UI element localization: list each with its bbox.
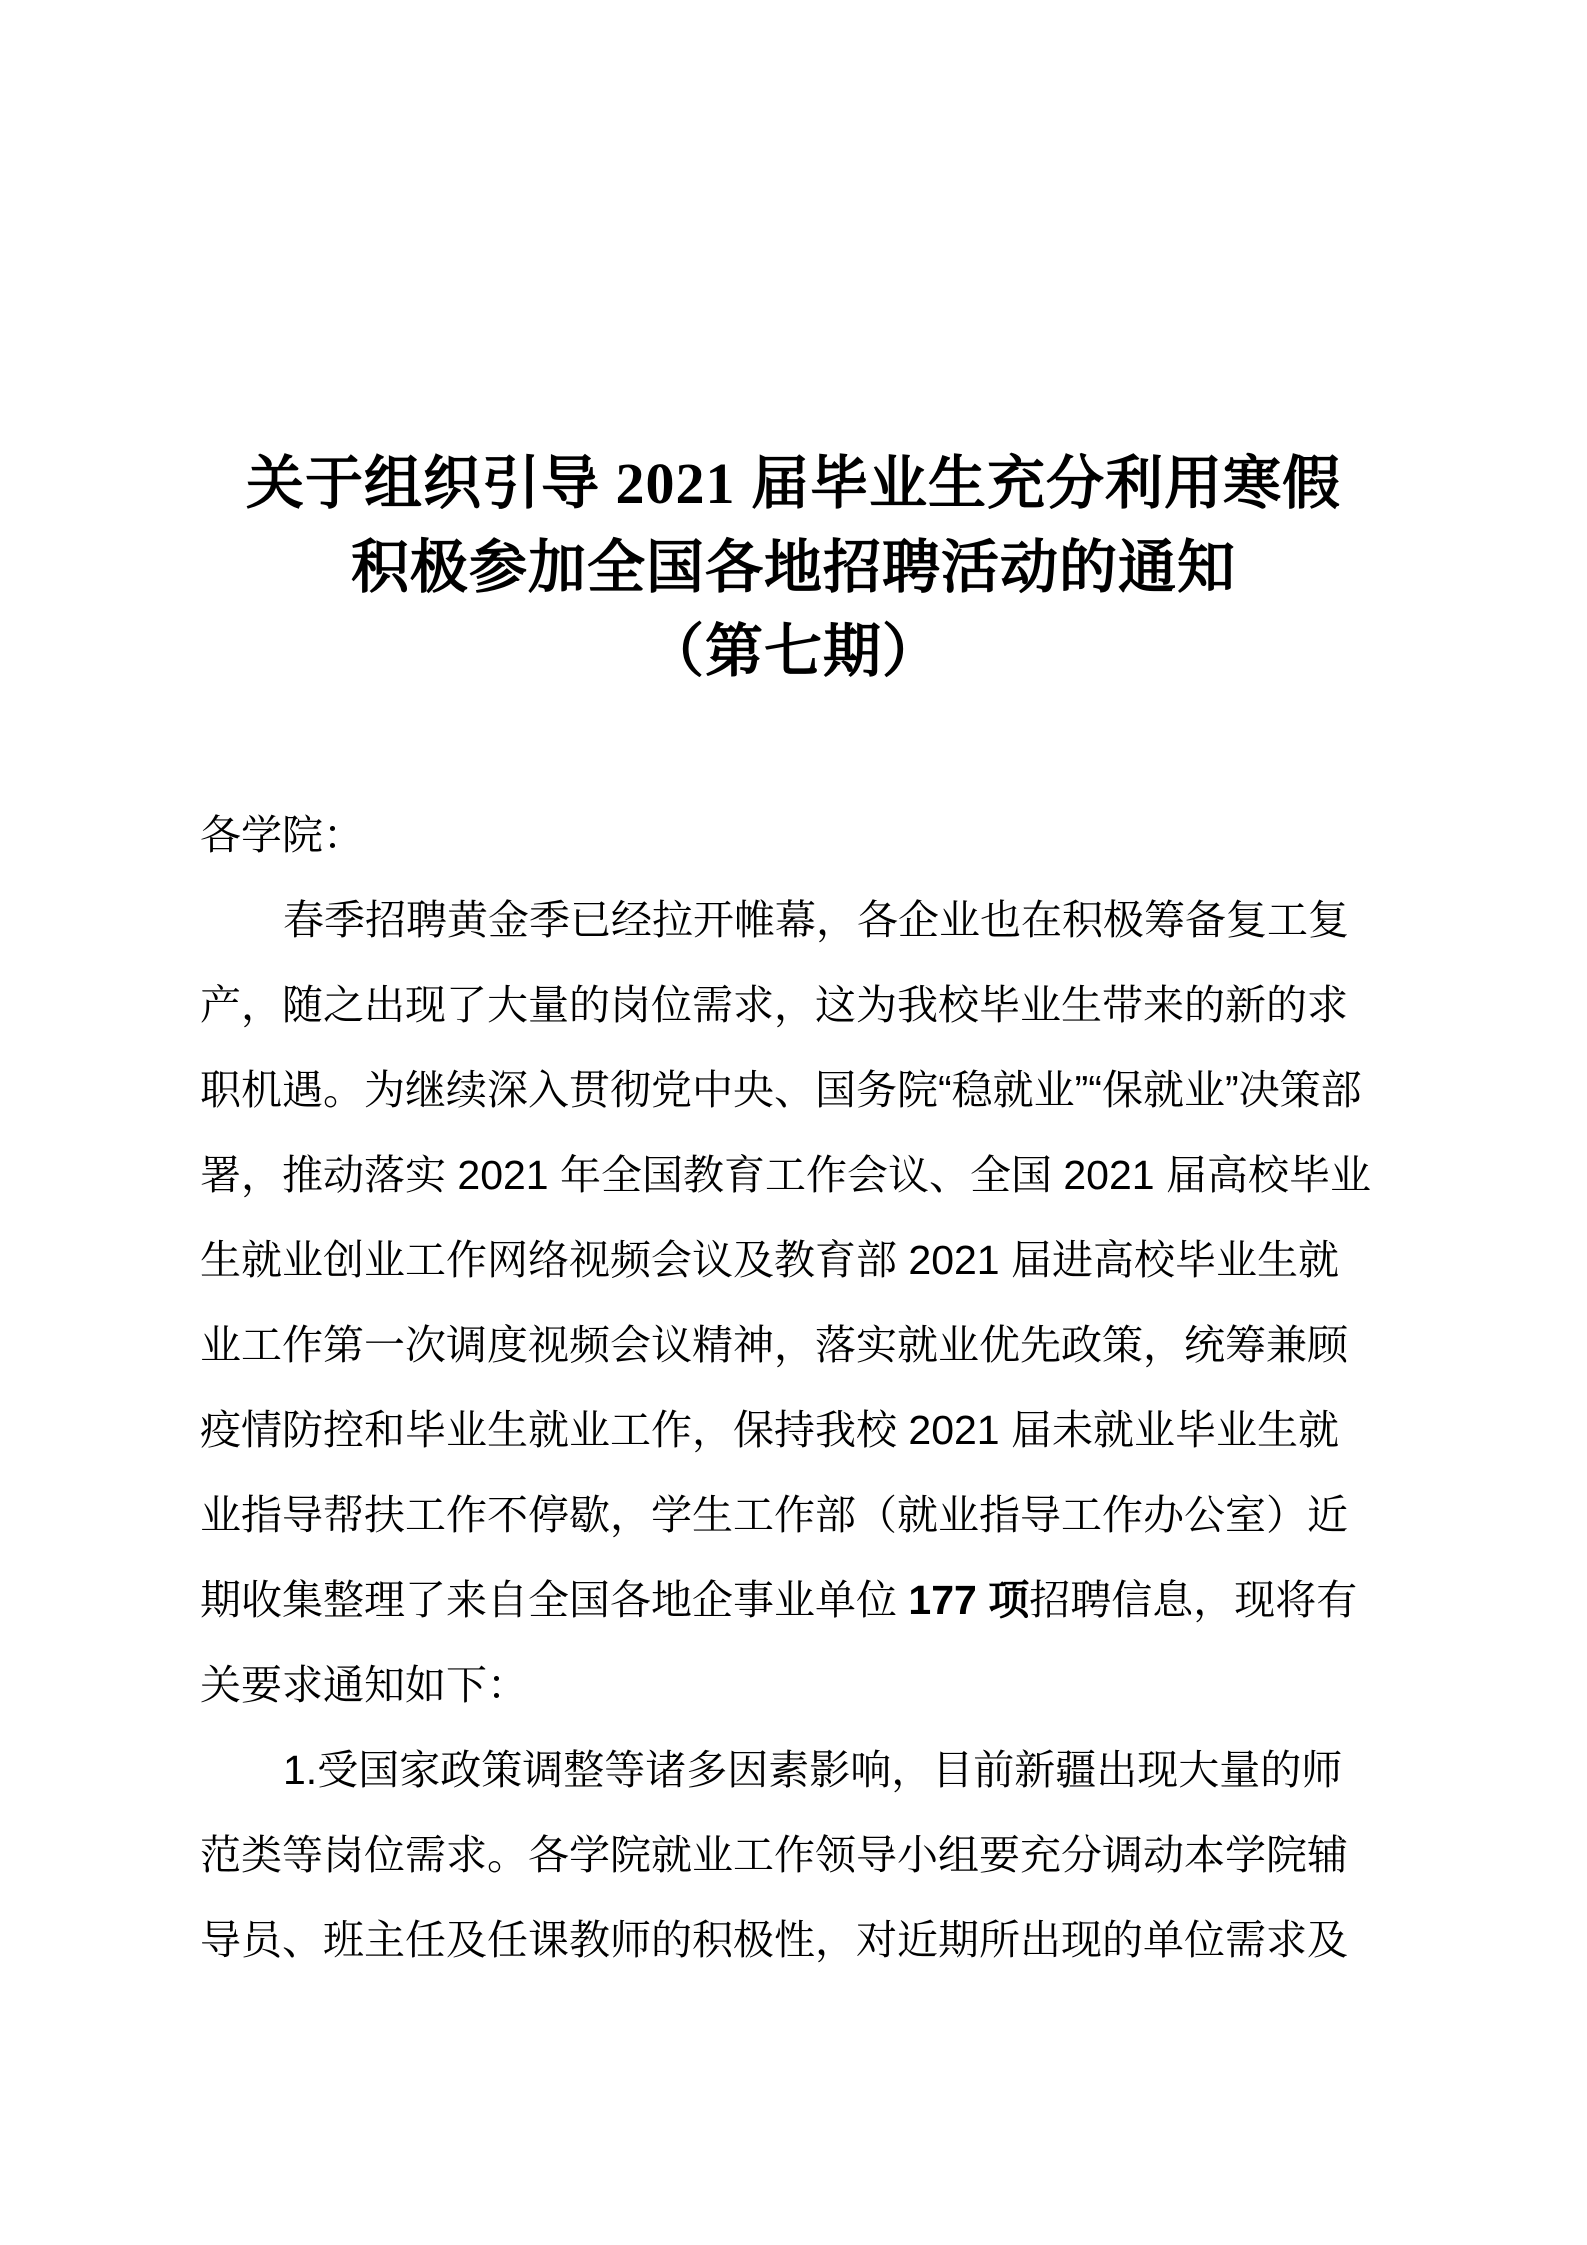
paragraph1-line7: 疫情防控和毕业生就业工作，保持我校 2021 届未就业毕业生就: [200, 1407, 1339, 1453]
paragraph1-line8: 业指导帮扶工作不停歇，学生工作部（就业指导工作办公室）近: [200, 1492, 1348, 1538]
paragraph1-line2: 产，随之出现了大量的岗位需求，这为我校毕业生带来的新的求: [200, 982, 1348, 1028]
paragraph2-line3: 导员、班主任及任课教师的积极性，对近期所出现的单位需求及: [200, 1917, 1348, 1963]
paragraph1-line6: 业工作第一次调度视频会议精神，落实就业优先政策，统筹兼顾: [200, 1322, 1348, 1368]
paragraph2-line1: 1.受国家政策调整等诸多因素影响，目前新疆出现大量的师: [283, 1747, 1343, 1793]
paragraph1-line1: 春季招聘黄金季已经拉开帷幕，各企业也在积极筹备复工复: [283, 897, 1349, 943]
paragraph1-line3: 职机遇。为继续深入贯彻党中央、国务院“稳就业”“保就业”决策部: [200, 1067, 1362, 1113]
paragraph1-line9-pre: 期收集整理了来自全国各地企事业单位: [200, 1577, 909, 1623]
document-body: [200, 793, 1388, 1983]
document-title: [0, 442, 1587, 694]
paragraph1-line4: 署，推动落实 2021 年全国教育工作会议、全国 2021 届高校毕业: [200, 1152, 1371, 1198]
paragraph1-line10: 关要求通知如下：: [200, 1662, 528, 1708]
title-line-1: 关于组织引导 2021 届毕业生充分利用寒假: [245, 451, 1341, 516]
paragraph2-line2: 范类等岗位需求。各学院就业工作领导小组要充分调动本学院辅: [200, 1832, 1348, 1878]
paragraph1-line5: 生就业创业工作网络视频会议及教育部 2021 届进高校毕业生就: [200, 1237, 1339, 1283]
title-line-3: （第七期）: [645, 619, 941, 684]
salutation: 各学院：: [200, 812, 364, 858]
paragraph1-line9: [200, 1558, 1388, 1643]
title-line-2: 积极参加全国各地招聘活动的通知: [350, 535, 1236, 600]
paragraph1-line9-post: 招聘信息，现将有: [1029, 1577, 1358, 1623]
recruitment-count: 177 项: [908, 1577, 1030, 1623]
